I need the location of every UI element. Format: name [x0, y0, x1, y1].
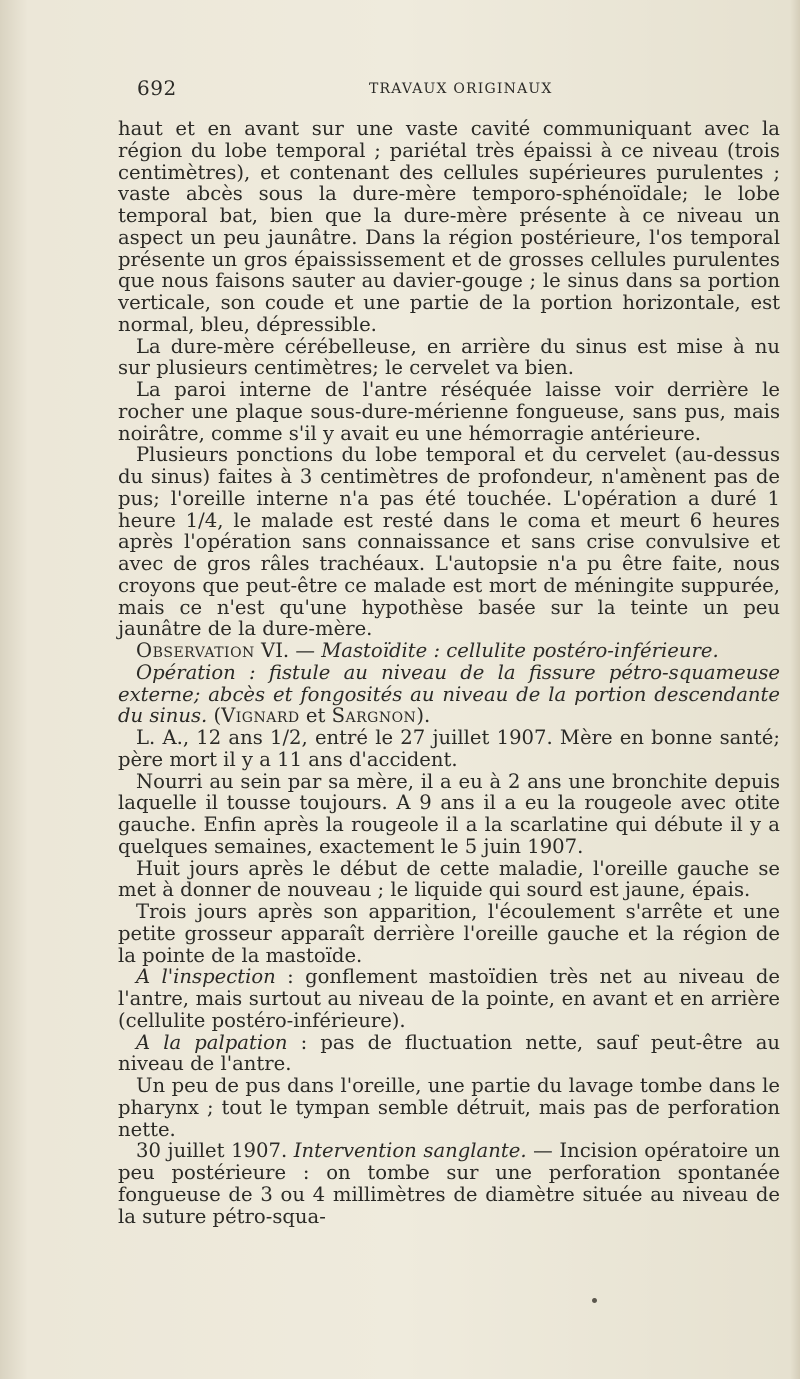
intervention-date: 30 juillet 1907. — [136, 1139, 294, 1163]
inspection-label: A l'inspection — [136, 965, 276, 989]
paragraph: Plusieurs ponctions du lobe temporal et du cervelet (au-dessus du sinus) faites à 3 centimètres de profondeur, n'amènent pas de pus; l'oreille interne n'a pas été touchée. L'opération a duré 1 heure 1/4, le malade est resté dans le coma et meurt 6 heures après l'opération sans connaissance et sans crise convulsive et avec de gros râles trachéaux. L'autopsie n'a pu être faite, nous croyons que peut-être ce malade est mort de méningite suppurée, mais ce n'est qu'une hypothèse basée sur la teinte un peu jaunâtre de la dure-mère. — [118, 443, 780, 641]
authors-open: ( — [213, 704, 222, 728]
paragraph: Un peu de pus dans l'oreille, une partie du lavage tombe dans le pharynx ; tout le tympan semble détruit, mais pas de perforation nette. — [118, 1074, 780, 1141]
paragraph: La dure-mère cérébelleuse, en arrière du sinus est mise à nu sur plusieurs centimètres; le cervelet va bien. — [118, 334, 780, 380]
authors-close: ). — [416, 704, 431, 728]
inspection-paragraph — [118, 966, 780, 1031]
paragraph: haut et en avant sur une vaste cavité communiquant avec la région du lobe temporal ; pariétal très épaissi à ce niveau (trois centimètres), et contenant des cellules supérieures purulentes ; vaste abcès sous la dure-mère temporo-sphénoïdale; le lobe temporal bat, bien que la dure-mère présente à ce niveau un aspect un peu jaunâtre. Dans la région postérieure, l'os temporal présente un gros épaississement et de grosses cellules purulentes que nous faisons sauter au davier-gouge ; le sinus dans sa portion verticale, son coude et une partie de la portion horizontale, est normal, bleu, dépressible. — [118, 117, 780, 336]
paragraph: La paroi interne de l'antre réséquée laisse voir derrière le rocher une plaque sous-dure-mérienne fongueuse, sans pus, mais noirâtre, comme s'il y avait eu une hémorragie antérieure. — [118, 378, 780, 445]
paragraph: L. A., 12 ans 1/2, entré le 27 juillet 1907. Mère en bonne santé; père mort il y a 11 ans d'accident. — [118, 726, 780, 771]
authors-join: et — [299, 704, 332, 728]
author-vignard: Vignard — [221, 704, 300, 728]
observation-heading — [118, 640, 780, 662]
intervention-paragraph — [118, 1140, 780, 1227]
palpation-text: : pas de fluctuation nette, sauf peut-être au niveau de l'antre. — [118, 1030, 781, 1076]
intervention-label: Intervention sanglante. — [293, 1139, 527, 1163]
observation-operation — [118, 662, 780, 727]
palpation-paragraph — [118, 1032, 780, 1076]
observation-number: VI. — [261, 639, 290, 662]
body-text — [118, 118, 780, 1227]
palpation-label: A la palpation — [136, 1030, 288, 1054]
page-number: 692 — [137, 76, 177, 100]
intervention-text: — Incision opératoire un peu postérieure : on tombe sur une perforation spontanée fongueuse de 3 ou 4 millimètres de diamètre située au niveau de la suture pétro-squa- — [118, 1139, 780, 1228]
inspection-text: : gonflement mastoïdien très net au niveau de l'antre, mais surtout au niveau de la pointe, en avant et en arrière (cellulite postéro-inférieure). — [118, 965, 780, 1032]
paragraph: Trois jours après son apparition, l'écoulement s'arrête et une petite grosseur apparaît derrière l'oreille gauche et la région de la pointe de la mastoïde. — [118, 900, 780, 967]
observation-label: Observation — [136, 639, 255, 662]
paragraph: Nourri au sein par sa mère, il a eu à 2 ans une bronchite depuis laquelle il tousse toujours. A 9 ans il a eu la rougeole avec otite gauche. Enfin après la rougeole il a la scarlatine qui débute il y a quelques semaines, exactement le 5 juin 1907. — [118, 769, 780, 858]
ink-spot — [592, 1298, 597, 1303]
observation-dash: — — [295, 639, 315, 662]
page-header — [137, 76, 757, 102]
running-head: TRAVAUX ORIGINAUX — [369, 81, 553, 97]
paragraph: Huit jours après le début de cette maladie, l'oreille gauche se met à donner de nouveau ; le liquide qui sourd est jaune, épais. — [118, 856, 780, 902]
operation-text: Opération : fistule au niveau de la fissure pétro-squameuse externe; abcès et fongosités au niveau de la portion descendante du sinus. — [118, 660, 780, 728]
author-sargnon: Sargnon — [331, 704, 417, 728]
observation-title: Mastoïdite : cellulite postéro-inférieure. — [321, 639, 719, 662]
